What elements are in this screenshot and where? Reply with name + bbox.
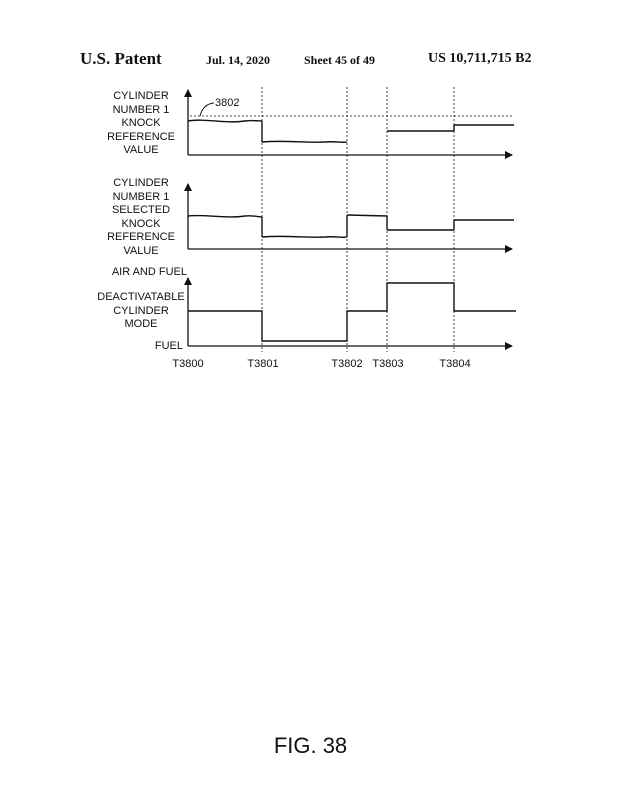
time-labels [172,358,470,370]
sheet-number: Sheet 45 of 49 [304,53,375,67]
svg-text:VALUE: VALUE [123,245,159,257]
svg-text:T3804: T3804 [439,358,471,370]
graph1-label [107,90,175,156]
svg-text:NUMBER 1: NUMBER 1 [112,191,170,203]
svg-text:NUMBER 1: NUMBER 1 [112,104,170,116]
svg-text:FUEL: FUEL [154,340,183,352]
svg-text:T3800: T3800 [172,358,204,370]
graph3-axes [188,278,512,346]
graph2-label [107,177,175,257]
svg-text:T3801: T3801 [247,358,279,370]
graph2-signal [188,215,514,237]
time-markers [262,87,454,352]
svg-text:CYLINDER: CYLINDER [113,177,169,189]
svg-text:AIR AND FUEL: AIR AND FUEL [111,266,187,278]
svg-text:KNOCK: KNOCK [121,117,161,129]
patent-number: US 10,711,715 B2 [428,51,532,66]
svg-text:SELECTED: SELECTED [111,204,171,216]
svg-text:T3802: T3802 [331,358,363,370]
svg-text:CYLINDER: CYLINDER [113,90,169,102]
patent-title: U.S. Patent [80,49,162,68]
patent-date: Jul. 14, 2020 [206,53,271,67]
svg-text:KNOCK: KNOCK [121,218,161,230]
svg-text:REFERENCE: REFERENCE [107,131,175,143]
svg-text:MODE: MODE [124,318,158,330]
svg-text:VALUE: VALUE [123,144,159,156]
svg-text:CYLINDER: CYLINDER [113,305,169,317]
reference-leader [200,103,214,116]
figure-caption: FIG. 38 [273,733,348,758]
svg-text:DEACTIVATABLE: DEACTIVATABLE [97,291,185,303]
svg-text:REFERENCE: REFERENCE [107,231,175,243]
graph3-signal [188,283,516,341]
reference-label: 3802 [215,97,240,109]
graph3-label [97,266,187,352]
svg-text:T3803: T3803 [372,358,404,370]
graph1-signal [188,120,514,142]
